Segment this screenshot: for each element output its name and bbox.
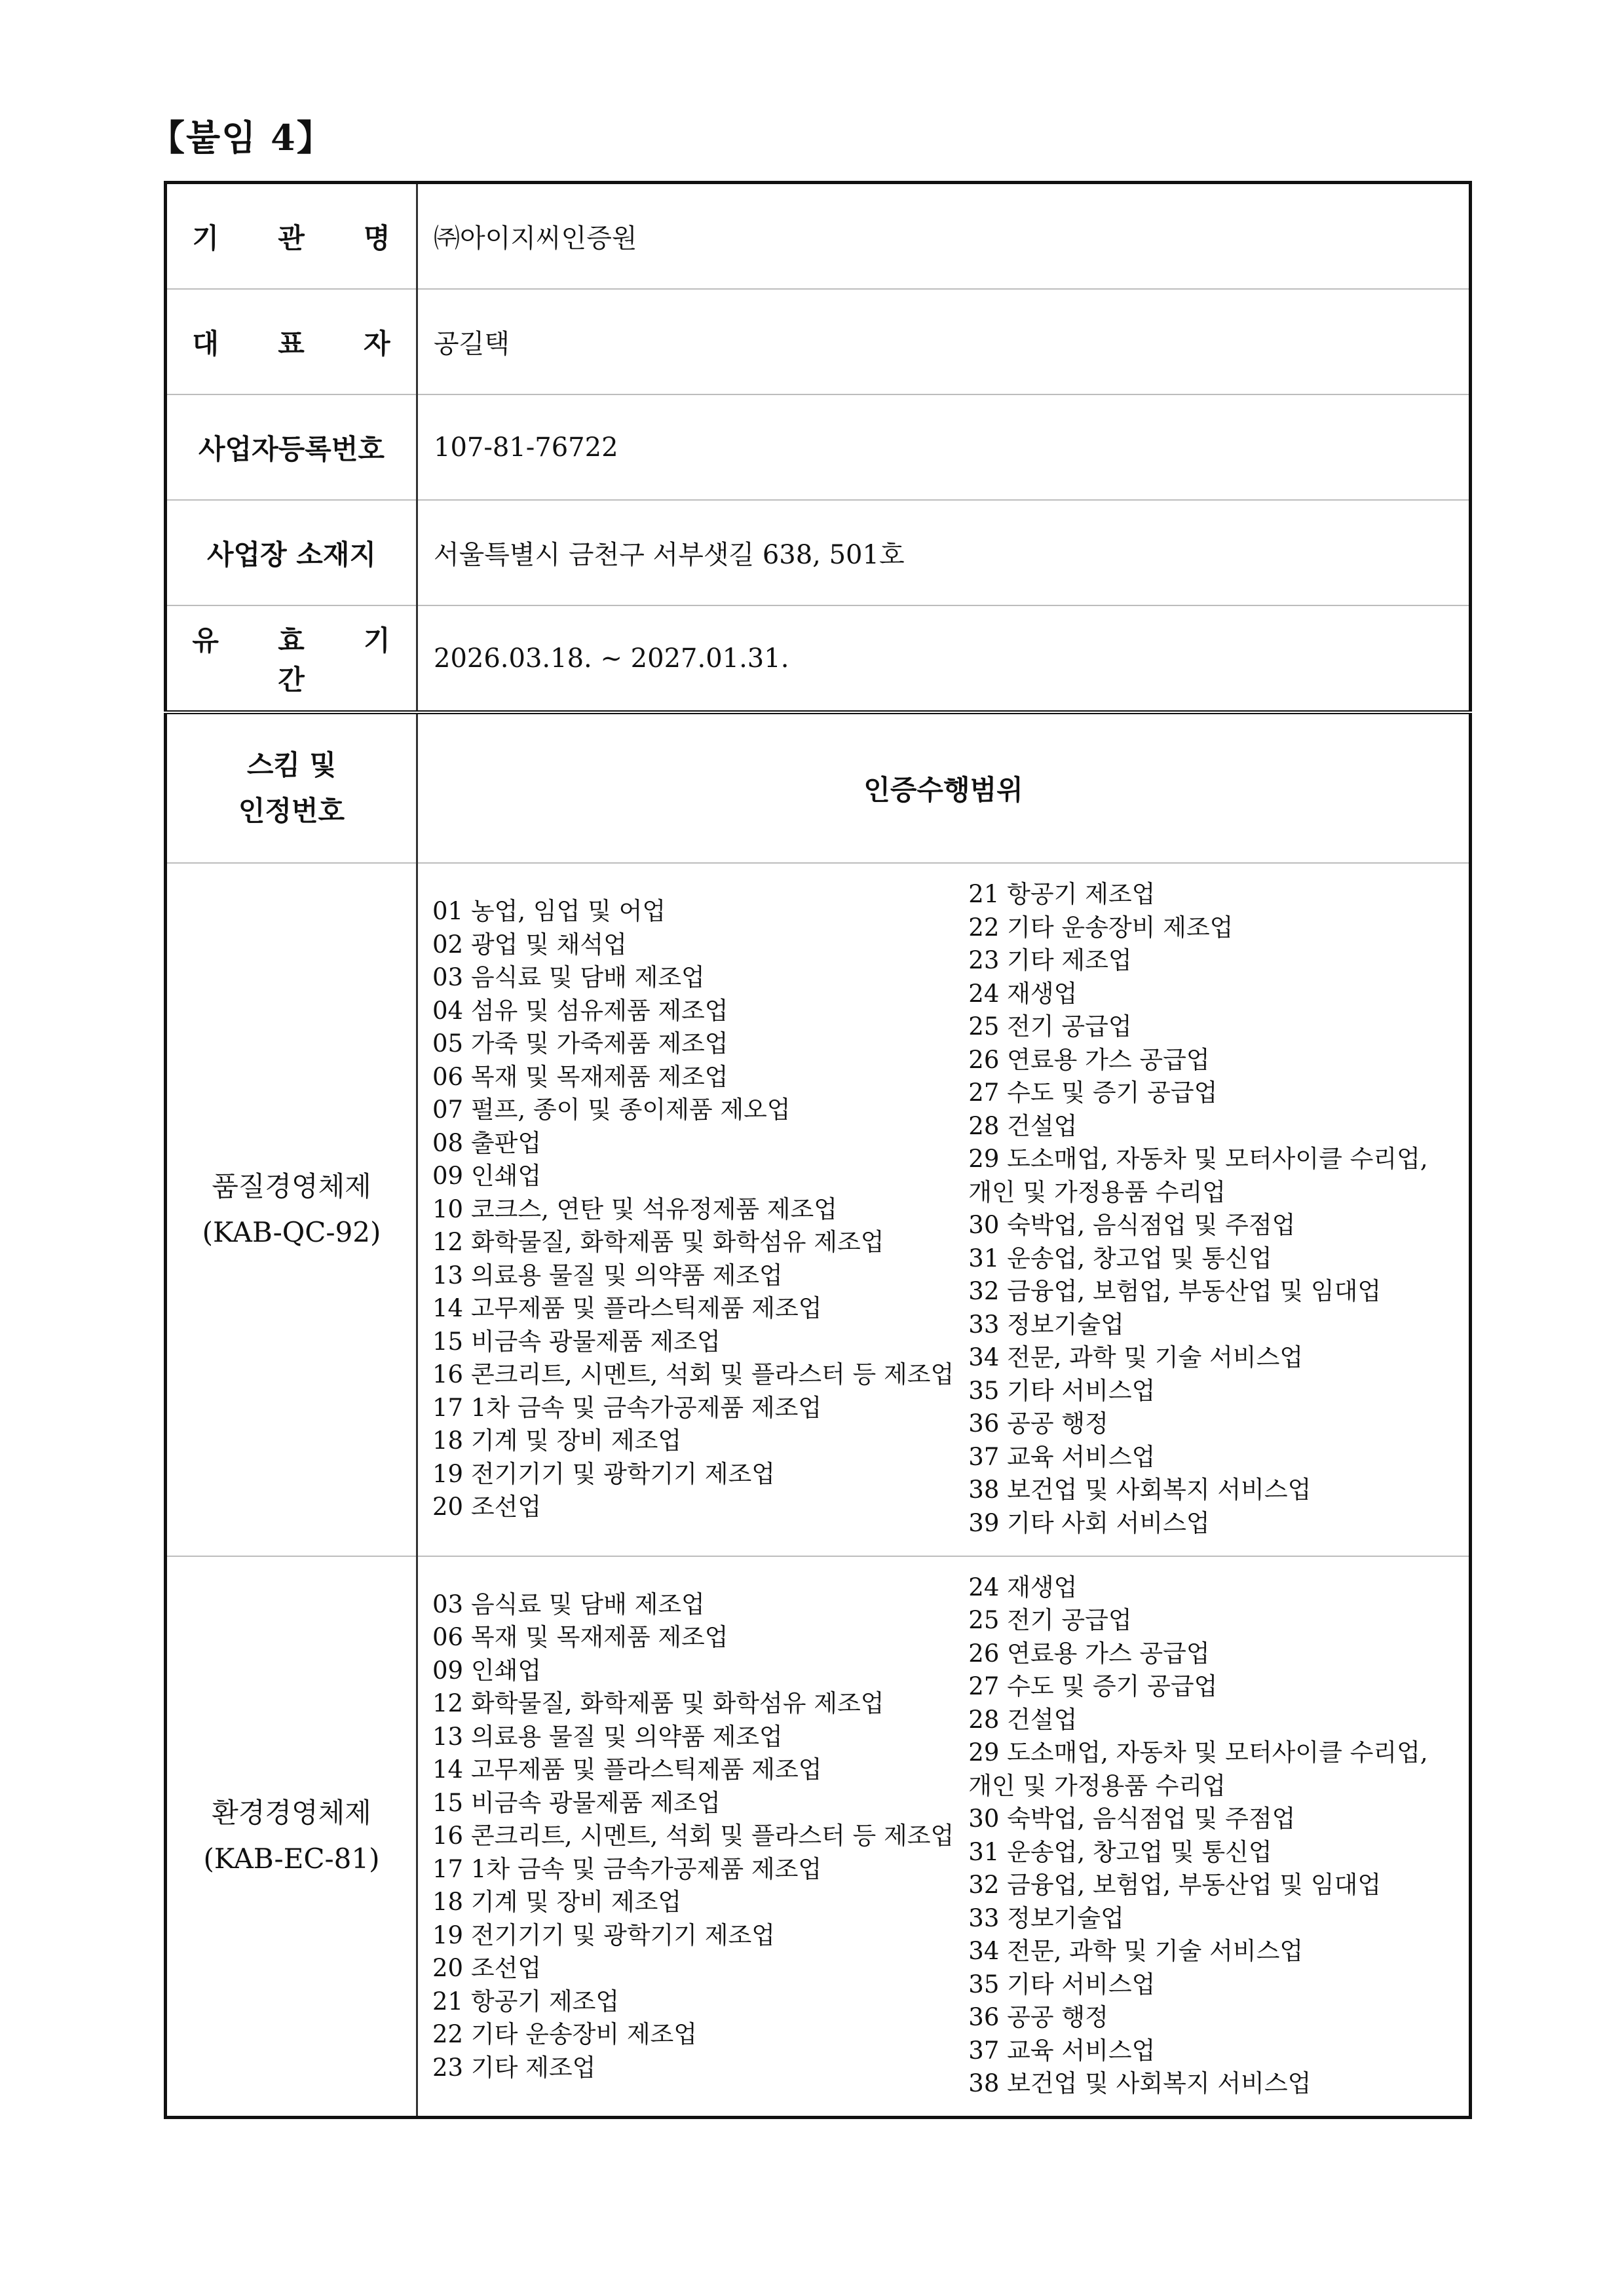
scope-item: 34 전문, 과학 및 기술 서비스업 — [968, 1343, 1304, 1371]
scope-item: 37 교육 서비스업 — [968, 2036, 1156, 2065]
scope-item: 09 인쇄업 — [432, 1162, 542, 1190]
scheme-header-line1: 스킴 및 — [246, 749, 337, 781]
scope-item: 13 의료용 물질 및 의약품 제조업 — [432, 1261, 783, 1290]
scope-item: 14 고무제품 및 플라스틱제품 제조업 — [432, 1755, 822, 1784]
scope-item: 24 재생업 — [968, 979, 1078, 1008]
scope-item: 27 수도 및 증기 공급업 — [968, 1079, 1218, 1107]
validity-label: 유 효 기 간 — [166, 605, 417, 712]
scope-environment-col1 — [418, 1557, 954, 2116]
scope-item: 23 기타 제조업 — [968, 946, 1132, 974]
scope-item: 34 전문, 과학 및 기술 서비스업 — [968, 1937, 1304, 1965]
info-row-organization — [166, 183, 1471, 290]
scope-header-row — [166, 712, 1471, 863]
scheme-quality-code: (KAB-QC-92) — [202, 1215, 381, 1248]
scope-item: 13 의료용 물질 및 의약품 제조업 — [432, 1722, 783, 1751]
scope-item: 28 건설업 — [968, 1705, 1078, 1734]
scope-item: 12 화학물질, 화학제품 및 화학섬유 제조업 — [432, 1228, 884, 1256]
scope-item: 30 숙박업, 음식점업 및 주점업 — [968, 1805, 1296, 1833]
scope-item: 21 항공기 제조업 — [432, 1987, 620, 2016]
scope-item: 36 공공 행정 — [968, 2003, 1108, 2031]
scope-item: 개인 및 가정용품 수리업 — [968, 1177, 1226, 1206]
scope-item: 36 공공 행정 — [968, 1409, 1108, 1438]
scope-item: 31 운송업, 창고업 및 통신업 — [968, 1837, 1272, 1866]
scope-item: 29 도소매업, 자동차 및 모터사이클 수리업, — [968, 1145, 1428, 1173]
scope-item: 28 건설업 — [968, 1111, 1078, 1140]
scope-item: 20 조선업 — [432, 1954, 542, 1982]
scope-item: 35 기타 서비스업 — [968, 1970, 1156, 1999]
scheme-row-quality — [166, 863, 1471, 1556]
scope-environment-col2 — [954, 1557, 1469, 2116]
scope-item: 10 코크스, 연탄 및 석유정제품 제조업 — [432, 1195, 838, 1223]
scope-item: 30 숙박업, 음식점업 및 주점업 — [968, 1211, 1296, 1239]
validity-value: 2026.03.18. ~ 2027.01.31. — [417, 605, 1471, 712]
attachment-heading: 【붙임 4】 — [149, 117, 333, 159]
scope-item: 38 보건업 및 사회복지 서비스업 — [968, 2069, 1312, 2097]
scope-item: 32 금융업, 보험업, 부동산업 및 임대업 — [968, 1871, 1382, 1899]
scope-item: 16 콘크리트, 시멘트, 석회 및 플라스터 등 제조업 — [432, 1822, 954, 1850]
scope-item: 26 연료용 가스 공급업 — [968, 1045, 1210, 1074]
scope-item: 32 금융업, 보험업, 부동산업 및 임대업 — [968, 1277, 1382, 1305]
scope-item: 17 1차 금속 및 금속가공제품 제조업 — [432, 1393, 822, 1422]
scope-item: 03 음식료 및 담배 제조업 — [432, 963, 705, 991]
scope-item: 16 콘크리트, 시멘트, 석회 및 플라스터 등 제조업 — [432, 1360, 954, 1388]
scope-item: 18 기계 및 장비 제조업 — [432, 1426, 682, 1455]
scope-quality-col1 — [418, 864, 954, 1556]
scope-item: 35 기타 서비스업 — [968, 1376, 1156, 1405]
scheme-header-line2: 인정번호 — [238, 795, 345, 827]
scope-item: 25 전기 공급업 — [968, 1606, 1132, 1634]
scope-item: 33 정보기술업 — [968, 1310, 1124, 1339]
info-row-address — [166, 500, 1471, 605]
scope-item: 개인 및 가정용품 수리업 — [968, 1771, 1226, 1800]
address-value: 서울특별시 금천구 서부샛길 638, 501호 — [417, 500, 1471, 605]
info-row-validity — [166, 605, 1471, 712]
scope-item: 19 전기기기 및 광학기기 제조업 — [432, 1459, 776, 1488]
scheme-quality-name: 품질경영체제 — [212, 1170, 371, 1202]
scope-item: 22 기타 운송장비 제조업 — [968, 913, 1234, 942]
business-number-value: 107-81-76722 — [417, 394, 1471, 500]
scope-item: 04 섬유 및 섬유제품 제조업 — [432, 996, 728, 1025]
scope-quality-cell — [417, 863, 1471, 1556]
scope-item: 15 비금속 광물제품 제조업 — [432, 1788, 721, 1817]
scope-item: 03 음식료 및 담배 제조업 — [432, 1590, 705, 1618]
scheme-quality-cell — [166, 863, 417, 1556]
scope-item: 07 펄프, 종이 및 종이제품 제오업 — [432, 1096, 791, 1124]
scope-item: 09 인쇄업 — [432, 1656, 542, 1685]
address-label: 사업장 소재지 — [166, 500, 417, 605]
scope-item: 37 교육 서비스업 — [968, 1442, 1156, 1471]
scope-item: 29 도소매업, 자동차 및 모터사이클 수리업, — [968, 1738, 1428, 1767]
scope-item: 26 연료용 가스 공급업 — [968, 1639, 1210, 1668]
scope-item: 06 목재 및 목재제품 제조업 — [432, 1623, 728, 1651]
scope-item: 33 정보기술업 — [968, 1904, 1124, 1932]
scheme-row-environment — [166, 1556, 1471, 2118]
scope-item: 05 가죽 및 가죽제품 제조업 — [432, 1029, 728, 1058]
organization-value: ㈜아이지씨인증원 — [417, 183, 1471, 290]
scope-item: 15 비금속 광물제품 제조업 — [432, 1327, 721, 1356]
business-number-label: 사업자등록번호 — [166, 394, 417, 500]
scope-item: 08 출판업 — [432, 1128, 542, 1157]
scope-item: 06 목재 및 목재제품 제조업 — [432, 1062, 728, 1091]
scope-item: 27 수도 및 증기 공급업 — [968, 1672, 1218, 1700]
scope-item: 31 운송업, 창고업 및 통신업 — [968, 1244, 1272, 1272]
representative-value: 공길택 — [417, 289, 1471, 394]
scope-item: 25 전기 공급업 — [968, 1012, 1132, 1041]
scope-quality-col2 — [954, 864, 1469, 1556]
scope-item: 22 기타 운송장비 제조업 — [432, 2020, 698, 2048]
scope-item: 14 고무제품 및 플라스틱제품 제조업 — [432, 1294, 822, 1322]
scope-item: 24 재생업 — [968, 1573, 1078, 1601]
scope-item: 38 보건업 및 사회복지 서비스업 — [968, 1476, 1312, 1504]
scope-item: 02 광업 및 채석업 — [432, 930, 627, 959]
scope-item: 17 1차 금속 및 금속가공제품 제조업 — [432, 1854, 822, 1883]
scheme-environment-code: (KAB-EC-81) — [203, 1843, 380, 1875]
scope-item: 01 농업, 임업 및 어업 — [432, 897, 666, 925]
info-row-business-number — [166, 394, 1471, 500]
scope-environment-cell — [417, 1556, 1471, 2118]
scheme-header-label — [166, 712, 417, 863]
scope-item: 19 전기기기 및 광학기기 제조업 — [432, 1921, 776, 1949]
scope-item: 39 기타 사회 서비스업 — [968, 1508, 1210, 1537]
info-row-representative — [166, 289, 1471, 394]
scope-item: 18 기계 및 장비 제조업 — [432, 1888, 682, 1916]
organization-label: 기 관 명 — [166, 183, 417, 290]
scope-item: 21 항공기 제조업 — [968, 880, 1156, 908]
certification-info-table — [164, 181, 1472, 2119]
scheme-environment-name: 환경경영체제 — [212, 1797, 371, 1829]
scope-item: 20 조선업 — [432, 1493, 542, 1521]
scope-header-title: 인증수행범위 — [417, 712, 1471, 863]
representative-label: 대 표 자 — [166, 289, 417, 394]
scope-item: 12 화학물질, 화학제품 및 화학섬유 제조업 — [432, 1689, 884, 1717]
scheme-environment-cell — [166, 1556, 417, 2118]
scope-item: 23 기타 제조업 — [432, 2053, 596, 2082]
